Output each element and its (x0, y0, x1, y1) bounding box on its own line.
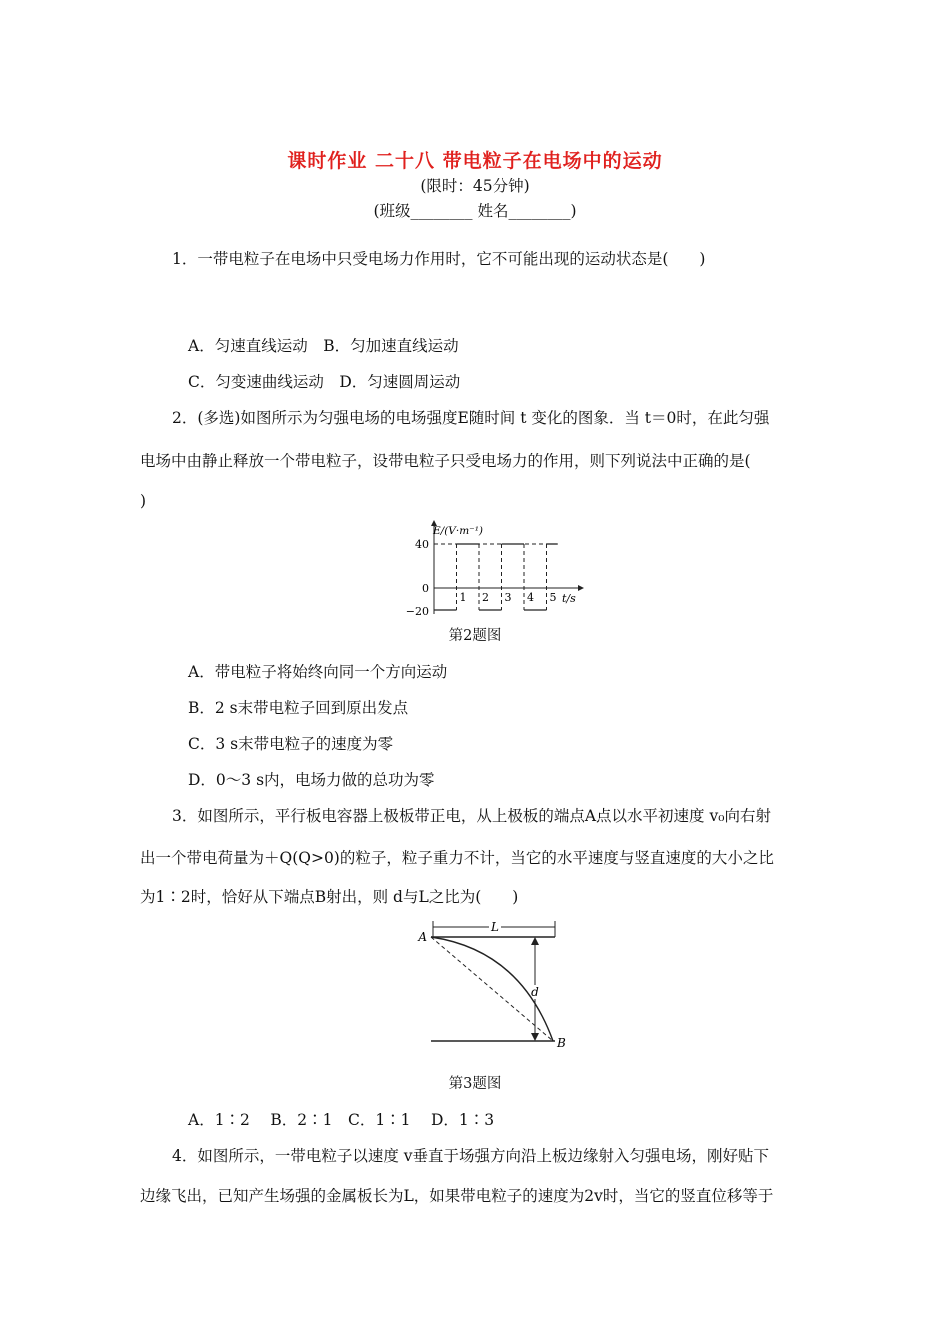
chart-x-tick-label: 5 (549, 591, 557, 604)
time-limit: (限时：45分钟) (420, 177, 530, 195)
chart-x-tick-label: 2 (482, 591, 489, 604)
q1-options-cd: C．匀变速曲线运动 D．匀速圆周运动 (188, 373, 461, 391)
q2-option-d: D．0～3 s内，电场力做的总功为零 (188, 771, 435, 789)
q2-line-1: 2．(多选)如图所示为匀强电场的电场强度E随时间 t 变化的图象．当 t＝0时，在此匀强 (172, 409, 770, 427)
q2-line-3: ) (140, 492, 147, 510)
label-L: L (491, 920, 499, 934)
chart-y-tick-zero: 0 (422, 582, 429, 595)
q3-line-1: 3．如图所示，平行板电容器上极板带正电，从上极板的端点A点以水平初速度 v₀向右射 (172, 807, 771, 825)
q4-line-1: 4．如图所示，一带电粒子以速度 v垂直于场强方向沿上板边缘射入匀强电场，刚好贴下 (172, 1147, 770, 1165)
label-A: A (418, 930, 427, 944)
label-d: d (531, 985, 539, 999)
chart-x-axis-arrow (578, 585, 584, 591)
q3-options: A．1∶2 B．2∶1 C．1∶1 D．1∶3 (188, 1111, 495, 1129)
chart-x-tick-label: 3 (504, 591, 512, 604)
chart-x-tick-label: 4 (527, 591, 534, 604)
chart-y-axis-label: E/(V·m⁻¹) (433, 525, 484, 537)
q2-option-b: B．2 s末带电粒子回到原出发点 (188, 699, 409, 717)
q1-options-ab: A．匀速直线运动 B．匀加速直线运动 (188, 337, 459, 355)
q2-option-c: C．3 s末带电粒子的速度为零 (188, 735, 394, 753)
chart-x-tick-label: 1 (459, 591, 467, 604)
chart-y-tick-bottom: −20 (405, 605, 429, 618)
page-title: 课时作业 二十八 带电粒子在电场中的运动 (287, 150, 663, 172)
q2-option-a: A．带电粒子将始终向同一个方向运动 (188, 663, 448, 681)
class-name-line: (班级________ 姓名________) (373, 202, 577, 220)
chart-y-tick-top: 40 (415, 538, 429, 551)
q1-stem: 1．一带电粒子在电场中只受电场力作用时，它不可能出现的运动状态是( ) (172, 250, 706, 268)
q4-line-2: 边缘飞出，已知产生场强的金属板长为L，如果带电粒子的速度为2v时，当它的竖直位移等于 (140, 1187, 774, 1205)
q3-line-2: 出一个带电荷量为＋Q(Q>0)的粒子，粒子重力不计，当它的水平速度与竖直速度的大小之比 (140, 849, 774, 867)
q2-e-t-chart (400, 518, 590, 618)
q2-figure-caption: 第2题图 (448, 628, 502, 644)
q3-figure-caption: 第3题图 (448, 1076, 502, 1092)
chart-x-axis-label: t/s (562, 592, 576, 605)
q3-capacitor-figure (415, 915, 575, 1055)
label-B: B (557, 1036, 566, 1050)
q2-line-2: 电场中由静止释放一个带电粒子，设带电粒子只受电场力的作用，则下列说法中正确的是( (140, 452, 751, 470)
q3-line-3: 为1∶2时，恰好从下端点B射出，则 d与L之比为( ) (140, 888, 519, 906)
